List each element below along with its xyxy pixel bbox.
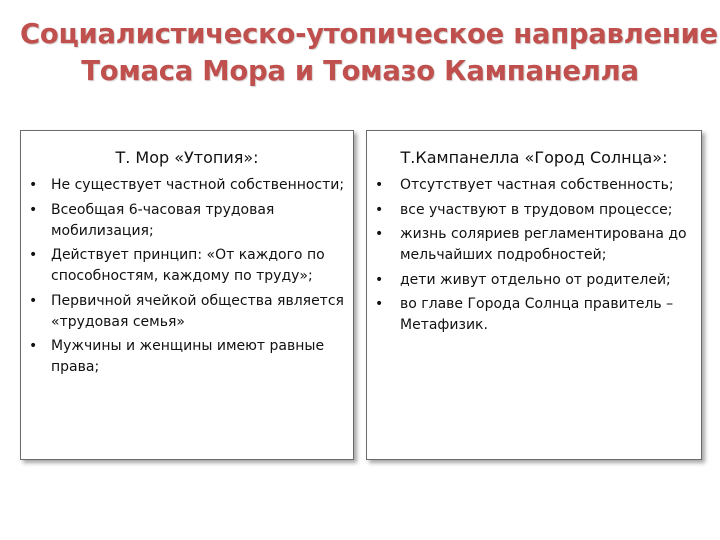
bullet-icon: • — [375, 177, 384, 193]
utopia-list — [21, 175, 353, 378]
city-of-sun-panel — [366, 130, 702, 460]
utopia-list-item — [21, 200, 353, 242]
utopia-panel — [20, 130, 354, 460]
bullet-icon: • — [375, 271, 384, 288]
city-of-sun-item-text: дети живут отдельно от родителей; — [400, 271, 671, 288]
utopia-item-text: Не существует частной собственности; — [51, 177, 345, 193]
bullet-icon: • — [375, 201, 384, 218]
city-of-sun-heading: Т.Кампанелла «Город Солнца»: — [400, 148, 668, 167]
city-of-sun-item-text: жизнь соляриев регламентирована до мельчайших подробностей; — [400, 226, 687, 263]
city-of-sun-list-item — [367, 224, 701, 266]
utopia-item-text: Первичной ячейкой общества является «трудовая семья» — [51, 292, 344, 330]
city-of-sun-item-text: во главе Города Солнца правитель – Метафизик. — [400, 296, 674, 333]
utopia-item-text: Мужчины и женщины имеют равные права; — [51, 338, 325, 375]
utopia-list-item — [21, 175, 353, 196]
city-of-sun-item-text: Отсутствует частная собственность; — [400, 177, 674, 193]
city-of-sun-list-item — [367, 270, 701, 291]
bullet-icon: • — [29, 338, 38, 354]
utopia-item-text: Действует принцип: «От каждого по способностям, каждому по труду»; — [51, 247, 325, 284]
bullet-icon: • — [375, 226, 384, 242]
utopia-list-item — [21, 291, 353, 333]
slide-title — [20, 16, 718, 90]
utopia-heading: Т. Мор «Утопия»: — [115, 148, 259, 167]
city-of-sun-list-item — [367, 294, 701, 336]
bullet-icon: • — [29, 177, 38, 193]
utopia-list-item — [21, 336, 353, 378]
city-of-sun-list-item — [367, 175, 701, 196]
slide-title-line-1: Социалистическо-утопическое направление — [20, 18, 718, 50]
bullet-icon: • — [29, 201, 38, 218]
city-of-sun-list — [367, 175, 701, 336]
utopia-item-text: Всеобщая 6-часовая трудовая мобилизация; — [51, 201, 275, 239]
bullet-icon: • — [29, 247, 38, 263]
utopia-list-item — [21, 245, 353, 287]
bullet-icon: • — [29, 292, 38, 309]
city-of-sun-item-text: все участвуют в трудовом процессе; — [400, 201, 673, 218]
slide-title-line-2: Томаса Мора и Томазо Кампанелла — [81, 55, 639, 87]
city-of-sun-list-item — [367, 200, 701, 221]
bullet-icon: • — [375, 296, 384, 312]
